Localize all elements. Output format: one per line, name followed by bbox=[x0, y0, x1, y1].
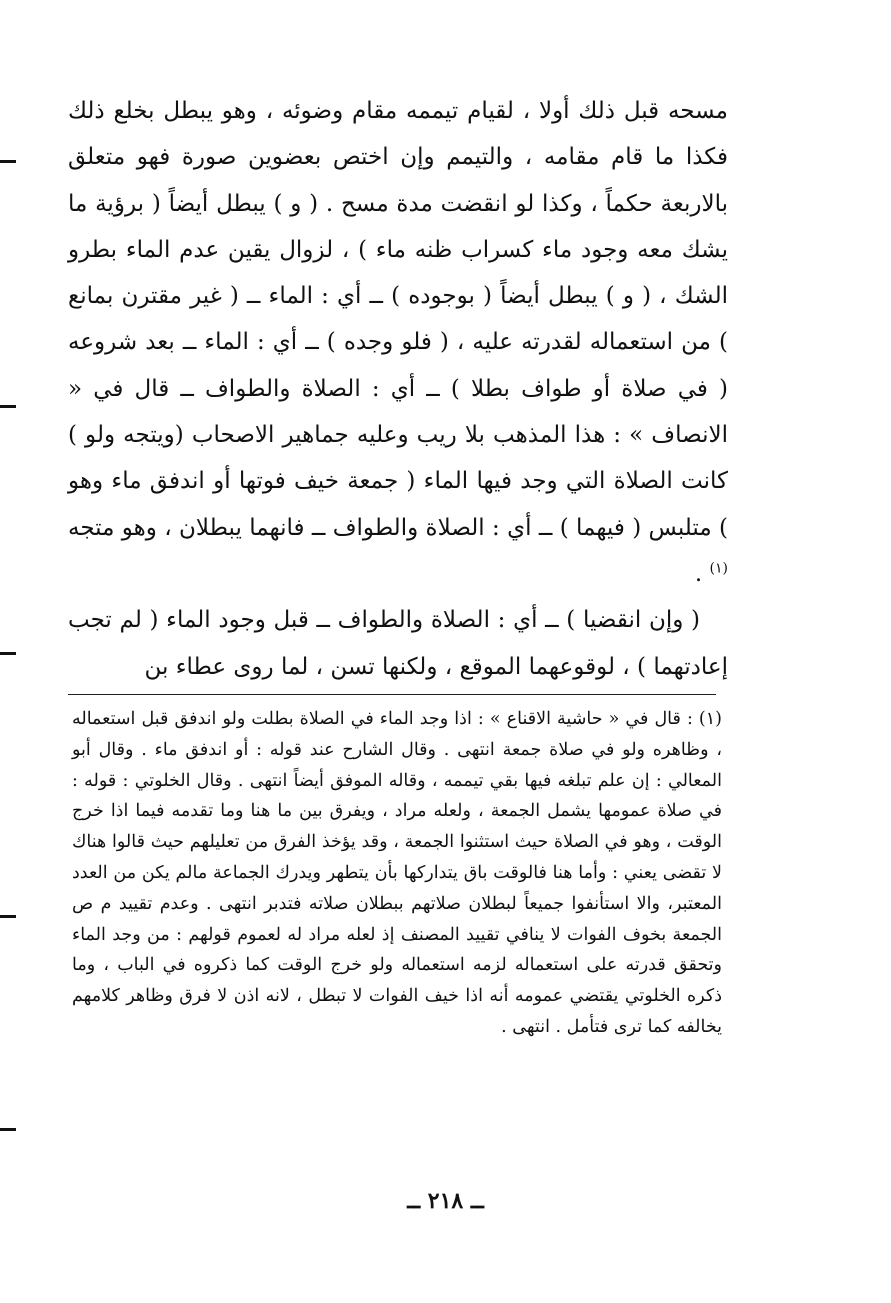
main-paragraph-1-end: . bbox=[694, 560, 710, 587]
main-text-block bbox=[68, 88, 728, 690]
margin-mark bbox=[0, 915, 16, 918]
main-paragraph-1-text: مسحه قبل ذلك أولا ، لقيام تيممه مقام وضوئه ، وهو يبطل بخلع ذلك فكذا ما قام مقامه ، والتيمم وإن اختص بعضوين صورة فهو متعلق بالاربعة حكماً ، وكذا لو انقضت مدة مسح . ( و ) يبطل أيضاً ( برؤية ما يشك معه وجود ماء كسراب ظنه ماء ) ، لزوال يقين عدم الماء بطرو الشك ، ( و ) يبطل أيضاً ( بوجوده ) ــ أي : الماء ــ ( غير مقترن بمانع ) من استعماله لقدرته عليه ، ( فلو وجده ) ــ أي : الماء ــ بعد شروعه ( في صلاة أو طواف بطلا ) ــ أي : الصلاة والطواف ــ قال في « الانصاف » : هذا المذهب بلا ريب وعليه جماهير الاصحاب (ويتجه ولو ) كانت الصلاة التي وجد فيها الماء ( جمعة خيف فوتها أو اندفق ماء وهو ) متلبس ( فيهما ) ــ أي : الصلاة والطواف ــ فانهما يبطلان ، وهو متجه bbox=[68, 98, 728, 541]
margin-mark bbox=[0, 160, 16, 163]
main-paragraph-1 bbox=[68, 88, 728, 597]
margin-mark bbox=[0, 405, 16, 408]
margin-mark bbox=[0, 652, 16, 655]
margin-mark bbox=[0, 1128, 16, 1131]
footnote-block bbox=[72, 704, 722, 1043]
main-paragraph-2: ( وإن انقضيا ) ــ أي : الصلاة والطواف ــ قبل وجود الماء ( لم تجب إعادتهما ) ، لوقوعهما الموقع ، ولكنها تسن ، لما روى عطاء بن bbox=[68, 607, 728, 680]
page-number: ــ ٢١٨ ــ bbox=[407, 1188, 484, 1214]
footnote-separator bbox=[68, 694, 716, 695]
footnote-reference: (١) bbox=[709, 560, 728, 577]
footnote-text: (١) : قال في « حاشية الاقناع » : اذا وجد الماء في الصلاة بطلت ولو اندفق قبل استعماله ، وظاهره ولو في صلاة جمعة انتهى . وقال الشارح عند قوله : أو اندفق ماء . وقال أبو المعالي : إن علم تبلغه فيها بقي تيممه ، وقاله الموفق أيضاً انتهى . وقال الخلوتي : قوله : في صلاة عمومها يشمل الجمعة ، ولعله مراد ، ويفرق بين ما هنا وما تقدمه فيما اذا خرج الوقت ، وهو في الصلاة حيث استثنوا الجمعة ، وقد يؤخذ الفرق من تعليلهم حيث قالوا هناك لا تقضى يعني : وأما هنا فالوقت باق يتداركها بأن يتطهر ويدرك الجماعة مالم يكن من العدد المعتبر، والا استأنفوا جميعاً لبطلان صلاتهم ببطلان صلاته فتدبر انتهى . وعدم تقييد م ص الجمعة بخوف الفوات لا ينافي تقييد المصنف إذ لعله مراد له لعموم قولهم : من وجد الماء وتحقق قدرته على استعماله لزمه استعماله ولو خرج الوقت كما ذكروه في الباب ، وما ذكره الخلوتي يقتضي عمومه أنه اذا خيف الفوات لا تبطل ، لانه اذن لا فرق وظاهر كلامهم يخالفه كما ترى فتأمل . انتهى . bbox=[72, 709, 722, 1037]
